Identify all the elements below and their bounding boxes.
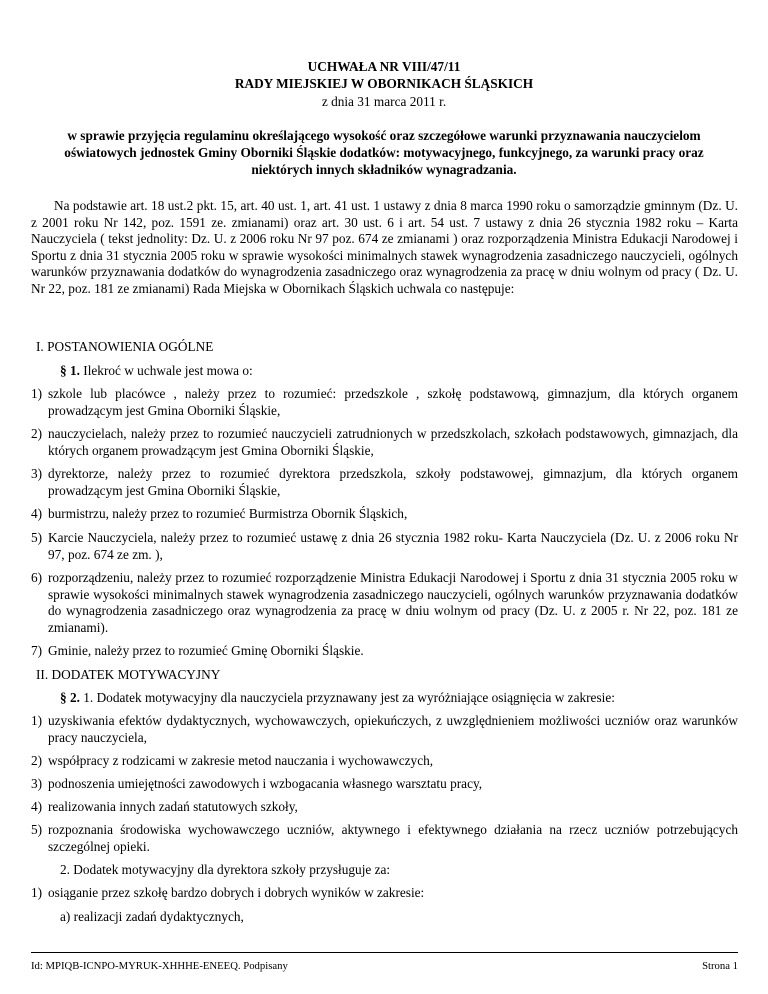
list-item (31, 466, 738, 499)
resolution-subject: w sprawie przyjęcia regulaminu określającego wysokość oraz szczegółowe warunki przyznawania nauczycielom oświatowych jednostek Gminy Oborniki Śląskie dodatków: motywacyjnego, funkcyjnego, za warunki pracy oraz niektórych innych składników wynagradzania. (64, 128, 704, 177)
list-item-text: rozporządzeniu, należy przez to rozumieć rozporządzenie Ministra Edukacji Narodowej i Sportu z dnia 31 stycznia 2005 roku w sprawie wysokości minimalnych stawek wynagrodzenia zasadniczego nauczycieli, ogólnych warunków przyznawania dodatków do wynagrodzenia zasadniczego oraz wynagrodzenia za pracę w dniu wolnym od pracy (Dz. U. z 2005 r. Nr 22, poz. 181 ze zmianami). (48, 570, 738, 635)
list-item-number: 3) (31, 466, 43, 481)
list-item (31, 776, 738, 793)
list-item (31, 570, 738, 636)
paragraph-1-text: Ilekroć w uchwale jest mowa o: (79, 363, 253, 378)
list-item (31, 530, 738, 563)
resolution-header (30, 58, 738, 92)
list-item-number: 1) (31, 713, 43, 728)
council-name: RADY MIEJSKIEJ W OBORNIKACH ŚLĄSKICH (234, 76, 534, 91)
section-title-general: I. POSTANOWIENIA OGÓLNE (36, 339, 214, 354)
list-item-number: 4) (31, 506, 43, 521)
paragraph-1-label: § 1. (60, 363, 80, 378)
list-item (31, 386, 738, 419)
list-item-number: 5) (31, 530, 43, 545)
sub-list-item: a) realizacji zadań dydaktycznych, (60, 909, 244, 924)
list-item-text: burmistrzu, należy przez to rozumieć Burmistrza Obornik Śląskich, (48, 506, 408, 521)
list-item-number: 2) (31, 426, 43, 441)
list-item-number: 6) (31, 570, 43, 585)
list-item (31, 753, 738, 770)
paragraph-1 (60, 363, 738, 379)
list-item-text: uzyskiwania efektów dydaktycznych, wychowawczych, opiekuńczych, z uwzględnieniem możliwości uczniów oraz warunków pracy nauczyciela, (48, 713, 738, 745)
list-item-text: współpracy z rodzicami w zakresie metod nauczania i wychowawczych, (48, 753, 434, 768)
list-item-text: realizowania innych zadań statutowych szkoły, (48, 799, 298, 814)
paragraph-2-text: 1. Dodatek motywacyjny dla nauczyciela przyznawany jest za wyróżniające osiągnięcia w zakresie: (79, 690, 615, 705)
legal-basis-paragraph: Na podstawie art. 18 ust.2 pkt. 15, art. 40 ust. 1, art. 41 ust. 1 ustawy z dnia 8 marca 1990 roku o samorządzie gminnym (Dz. U. z 2001 roku Nr 142, poz. 1591 ze. zmianami) oraz art. 30 ust. 6 i art. 54 ust. 7 ustawy z dnia 26 stycznia 1982 roku – Karta Nauczyciela ( tekst jednolity: Dz. U. z 2006 roku Nr 97 poz. 674 ze zmianami ) oraz rozporządzenia Ministra Edukacji Narodowej i Sportu z dnia 31 stycznia 2005 roku w sprawie wysokości minimalnych stawek wynagrodzenia zasadniczego nauczycieli, ogólnych warunków przyznawania dodatków do wynagrodzenia zasadniczego oraz wynagrodzenia za pracę w dniu wolnym od pracy ( Dz. U. Nr 22, poz. 181 ze zmianami) Rada Miejska w Obornikach Śląskich uchwala co następuje: (31, 198, 738, 296)
list-item-text: osiąganie przez szkołę bardzo dobrych i dobrych wyników w zakresie: (48, 885, 425, 900)
paragraph-2 (60, 690, 738, 706)
page-number: Strona 1 (702, 960, 738, 972)
list-item-number: 4) (31, 799, 43, 814)
list-item-number: 1) (31, 386, 43, 401)
list-item (31, 799, 738, 816)
section-title-motivation: II. DODATEK MOTYWACYJNY (36, 667, 221, 682)
resolution-date: z dnia 31 marca 2011 r. (321, 94, 447, 109)
list-item-text: Gminie, należy przez to rozumieć Gminę Oborniki Śląskie. (48, 643, 364, 658)
list-item (31, 643, 738, 660)
list-item-text: dyrektorze, należy przez to rozumieć dyrektora przedszkola, szkoły podstawowej, gimnazjum, dla których organem prowadzącym jest Gmina Oborniki Śląskie, (48, 466, 738, 498)
list-item (31, 713, 738, 746)
document-id: Id: MPIQB-ICNPO-MYRUK-XHHHE-ENEEQ. Podpisany (31, 960, 288, 972)
list-item-number: 1) (31, 885, 43, 900)
list-item (31, 426, 738, 459)
list-item-text: Karcie Nauczyciela, należy przez to rozumieć ustawę z dnia 26 stycznia 1982 roku- Karta Nauczyciela (Dz. U. z 2006 roku Nr 97, poz. 674 ze zm. ), (48, 530, 738, 562)
list-item (31, 885, 738, 902)
list-item-number: 3) (31, 776, 43, 791)
list-item-text: szkole lub placówce , należy przez to rozumieć: przedszkole , szkołę podstawową, gimnazjum, dla których organem prowadzącym jest Gmina Oborniki Śląskie, (48, 386, 738, 418)
list-item (31, 506, 738, 523)
list-item-text: podnoszenia umiejętności zawodowych i wzbogacania własnego warsztatu pracy, (48, 776, 483, 791)
list-item-number: 2) (31, 753, 43, 768)
list-item (31, 822, 738, 855)
list-item-number: 5) (31, 822, 43, 837)
footer-divider (31, 952, 738, 953)
list-item-number: 7) (31, 643, 43, 658)
list-item-text: rozpoznania środowiska wychowawczego uczniów, aktywnego i efektywnego działania na rzecz uczniów potrzebujących szczególnej opieki. (48, 822, 738, 854)
paragraph-2-label: § 2. (60, 690, 80, 705)
resolution-number: UCHWAŁA NR VIII/47/11 (307, 59, 461, 74)
paragraph-2-point-2: 2. Dodatek motywacyjny dla dyrektora szkoły przysługuje za: (60, 862, 391, 877)
list-item-text: nauczycielach, należy przez to rozumieć nauczycieli zatrudnionych w przedszkolach, szkołach podstawowych, gimnazjach, dla których organem prowadzącym jest Gmina Oborniki Śląskie, (48, 426, 738, 458)
